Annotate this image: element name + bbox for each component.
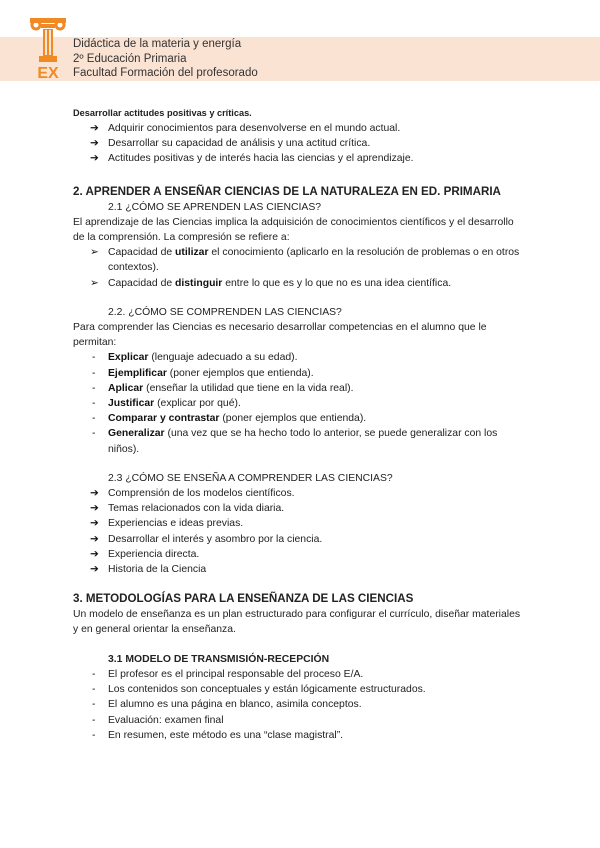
section-2-2-title: 2.2. ¿CÓMO SE COMPRENDEN LAS CIENCIAS? — [108, 306, 342, 318]
header-year: 2º Educación Primaria — [73, 52, 187, 65]
header-faculty: Facultad Formación del profesorado — [73, 67, 258, 79]
dash-bullet-icon: - — [92, 398, 96, 410]
arrow-bullet-icon: ➔ — [90, 138, 99, 150]
section-3-1-title: 3.1 MODELO DE TRANSMISIÓN-RECEPCIÓN — [108, 653, 330, 665]
list-item: - Justificar (explicar por qué). — [73, 396, 523, 411]
dash-bullet-icon: - — [92, 668, 96, 680]
list-item: - En resumen, este método es una “clase magistral”. — [73, 728, 523, 743]
dash-bullet-icon: - — [92, 428, 96, 440]
section-2-3-title: 2.3 ¿CÓMO SE ENSEÑA A COMPRENDER LAS CIENCIAS? — [108, 472, 393, 484]
chevron-bullet-icon: ➢ — [90, 277, 99, 289]
list-item: ➔ Actitudes positivas y de interés hacia las ciencias y el aprendizaje. — [73, 151, 523, 166]
dash-bullet-icon: - — [92, 352, 96, 364]
header-course: Didáctica de la materia y energía — [73, 38, 242, 50]
dash-bullet-icon: - — [92, 714, 96, 726]
section-2-1-title: 2.1 ¿CÓMO SE APRENDEN LAS CIENCIAS? — [108, 201, 322, 213]
section-2-2-paragraph: Para comprender las Ciencias es necesario desarrollar competencias en el alumno que le permitan: — [73, 322, 487, 349]
dash-bullet-icon: - — [92, 699, 96, 711]
list-item: - El alumno es una página en blanco, asimila conceptos. — [73, 697, 523, 712]
list-item: - Ejemplificar (poner ejemplos que entienda). — [73, 366, 523, 381]
dash-bullet-icon: - — [92, 382, 96, 394]
arrow-bullet-icon: ➔ — [90, 123, 99, 134]
arrow-bullet-icon: ➔ — [90, 548, 99, 560]
dash-bullet-icon: - — [92, 684, 96, 696]
list-item: ➢ Capacidad de utilizar el conocimiento (aplicarlo en la resolución de problemas o en otros contextos). — [90, 247, 520, 274]
arrow-bullet-icon: ➔ — [90, 153, 99, 165]
list-item: ➔ Historia de la Ciencia — [73, 562, 523, 577]
logo-text: EX — [37, 65, 59, 80]
intro-heading: Desarrollar actitudes positivas y críticas. — [73, 108, 252, 118]
arrow-bullet-icon: ➔ — [90, 518, 99, 530]
dash-bullet-icon: - — [92, 367, 96, 379]
arrow-bullet-icon: ➔ — [90, 488, 99, 500]
list-item: - Aplicar (enseñar la utilidad que tiene en la vida real). — [73, 381, 523, 396]
list-item: ➔ Adquirir conocimientos para desenvolverse en el mundo actual. — [73, 121, 523, 136]
arrow-bullet-icon: ➔ — [90, 503, 99, 515]
arrow-bullet-icon: ➔ — [90, 564, 99, 576]
list-item: ➔ Temas relacionados con la vida diaria. — [73, 501, 523, 516]
section-2-3-list — [73, 486, 523, 577]
list-item: ➔ Desarrollar el interés y asombro por la ciencia. — [73, 532, 523, 547]
section-2-1-paragraph: El aprendizaje de las Ciencias implica la adquisición de conocimientos científicos y el desarrollo de la comprensión. La compresión se refiere a: — [73, 216, 514, 244]
section-2-2-list — [73, 350, 523, 456]
section-3-1-list — [73, 667, 523, 743]
list-item: - Generalizar (una vez que se ha hecho todo lo anterior, se puede generalizar con los niños). — [92, 428, 498, 455]
list-item: ➔ Experiencias e ideas previas. — [73, 516, 523, 531]
list-item: - Evaluación: examen final — [73, 713, 523, 728]
intro-list — [73, 121, 523, 167]
section-2-title: 2. APRENDER A ENSEÑAR CIENCIAS DE LA NATURALEZA EN ED. PRIMARIA — [73, 184, 501, 198]
section-3-title: 3. METODOLOGÍAS PARA LA ENSEÑANZA DE LAS CIENCIAS — [73, 592, 414, 606]
list-item: - Los contenidos son conceptuales y están lógicamente estructurados. — [73, 682, 523, 697]
university-logo-icon — [30, 16, 66, 80]
dash-bullet-icon: - — [92, 729, 96, 741]
list-item: ➢ Capacidad de distinguir entre lo que es y lo que no es una idea científica. — [73, 276, 523, 291]
list-item: ➔ Desarrollar su capacidad de análisis y una actitud crítica. — [73, 136, 523, 151]
document-header — [73, 37, 258, 81]
list-item: - Comparar y contrastar (poner ejemplos que entienda). — [73, 411, 523, 426]
list-item: - El profesor es el principal responsable del proceso E/A. — [73, 667, 523, 682]
list-item: ➔ Experiencia directa. — [73, 547, 523, 562]
list-item: - Explicar (lenguaje adecuado a su edad). — [73, 350, 523, 365]
chevron-bullet-icon: ➢ — [90, 247, 99, 259]
section-2-1-list — [73, 245, 523, 291]
dash-bullet-icon: - — [92, 413, 96, 425]
section-3-paragraph: Un modelo de enseñanza es un plan estructurado para configurar el currículo, diseñar materiales y en general orientar la enseñanza. — [73, 609, 521, 636]
document-body — [73, 107, 523, 743]
arrow-bullet-icon: ➔ — [90, 533, 99, 545]
list-item: ➔ Comprensión de los modelos científicos. — [73, 486, 523, 501]
